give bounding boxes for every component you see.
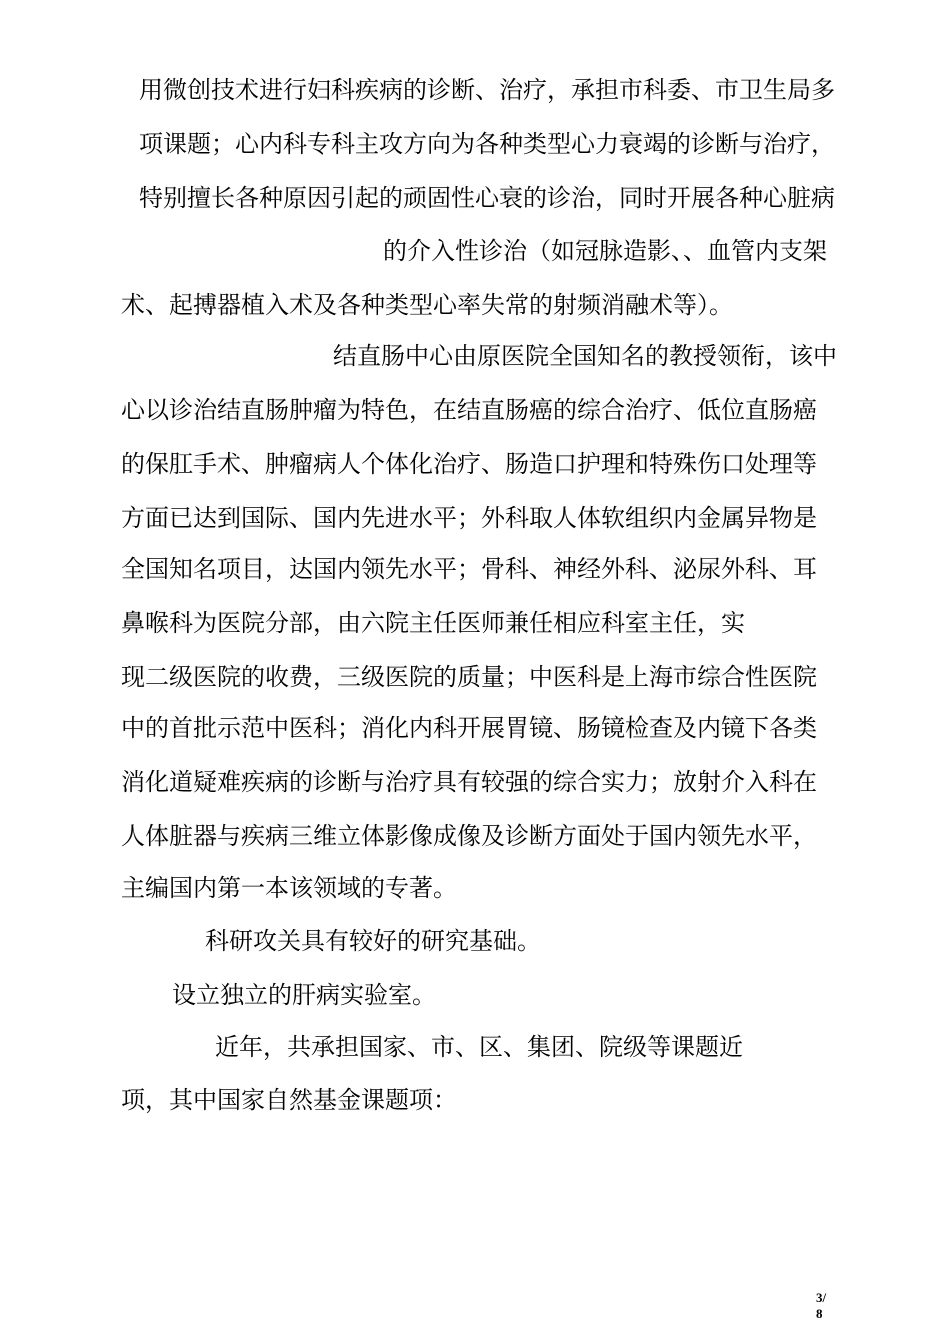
text-line: 心以诊治结直肠肿瘤为特色，在结直肠癌的综合治疗、低位直肠癌 <box>121 396 817 424</box>
text-line: 中的首批示范中医科；消化内科开展胃镜、肠镜检查及内镜下各类 <box>121 714 817 742</box>
text-line: 的介入性诊治（如冠脉造影、、血管内支架 <box>383 237 827 265</box>
page-number <box>816 1290 826 1322</box>
text-line: 消化道疑难疾病的诊断与治疗具有较强的综合实力；放射介入科在 <box>121 768 817 796</box>
text-line: 结直肠中心由原医院全国知名的教授领衔，该中 <box>333 342 837 370</box>
page-number-total: 8 <box>816 1306 823 1321</box>
text-line: 项，其中国家自然基金课题项： <box>121 1086 457 1114</box>
text-line: 科研攻关具有较好的研究基础。 <box>205 927 541 955</box>
text-line: 人体脏器与疾病三维立体影像成像及诊断方面处于国内领先水平， <box>121 822 817 850</box>
text-line: 鼻喉科为医院分部，由六院主任医师兼任相应科室主任，实 <box>121 609 745 637</box>
page-number-current: 3/ <box>816 1290 827 1305</box>
text-line: 现二级医院的收费，三级医院的质量；中医科是上海市综合性医院 <box>121 663 817 691</box>
text-line: 全国知名项目，达国内领先水平；骨科、神经外科、泌尿外科、耳 <box>121 555 817 583</box>
text-line: 术、起搏器植入术及各种类型心率失常的射频消融术等）。 <box>121 291 733 319</box>
text-line: 特别擅长各种原因引起的顽固性心衰的诊治，同时开展各种心脏病 <box>139 184 835 212</box>
text-line: 近年，共承担国家、市、区、集团、院级等课题近 <box>215 1033 743 1061</box>
text-line: 的保肛手术、肿瘤病人个体化治疗、肠造口护理和特殊伤口处理等 <box>121 450 817 478</box>
text-line: 用微创技术进行妇科疾病的诊断、治疗，承担市科委、市卫生局多 <box>139 76 835 104</box>
text-line: 主编国内第一本该领域的专著。 <box>121 874 457 902</box>
text-line: 方面已达到国际、国内先进水平；外科取人体软组织内金属异物是 <box>121 504 817 532</box>
text-line: 设立独立的肝病实验室。 <box>172 981 436 1009</box>
text-line: 项课题；心内科专科主攻方向为各种类型心力衰竭的诊断与治疗， <box>139 130 835 158</box>
